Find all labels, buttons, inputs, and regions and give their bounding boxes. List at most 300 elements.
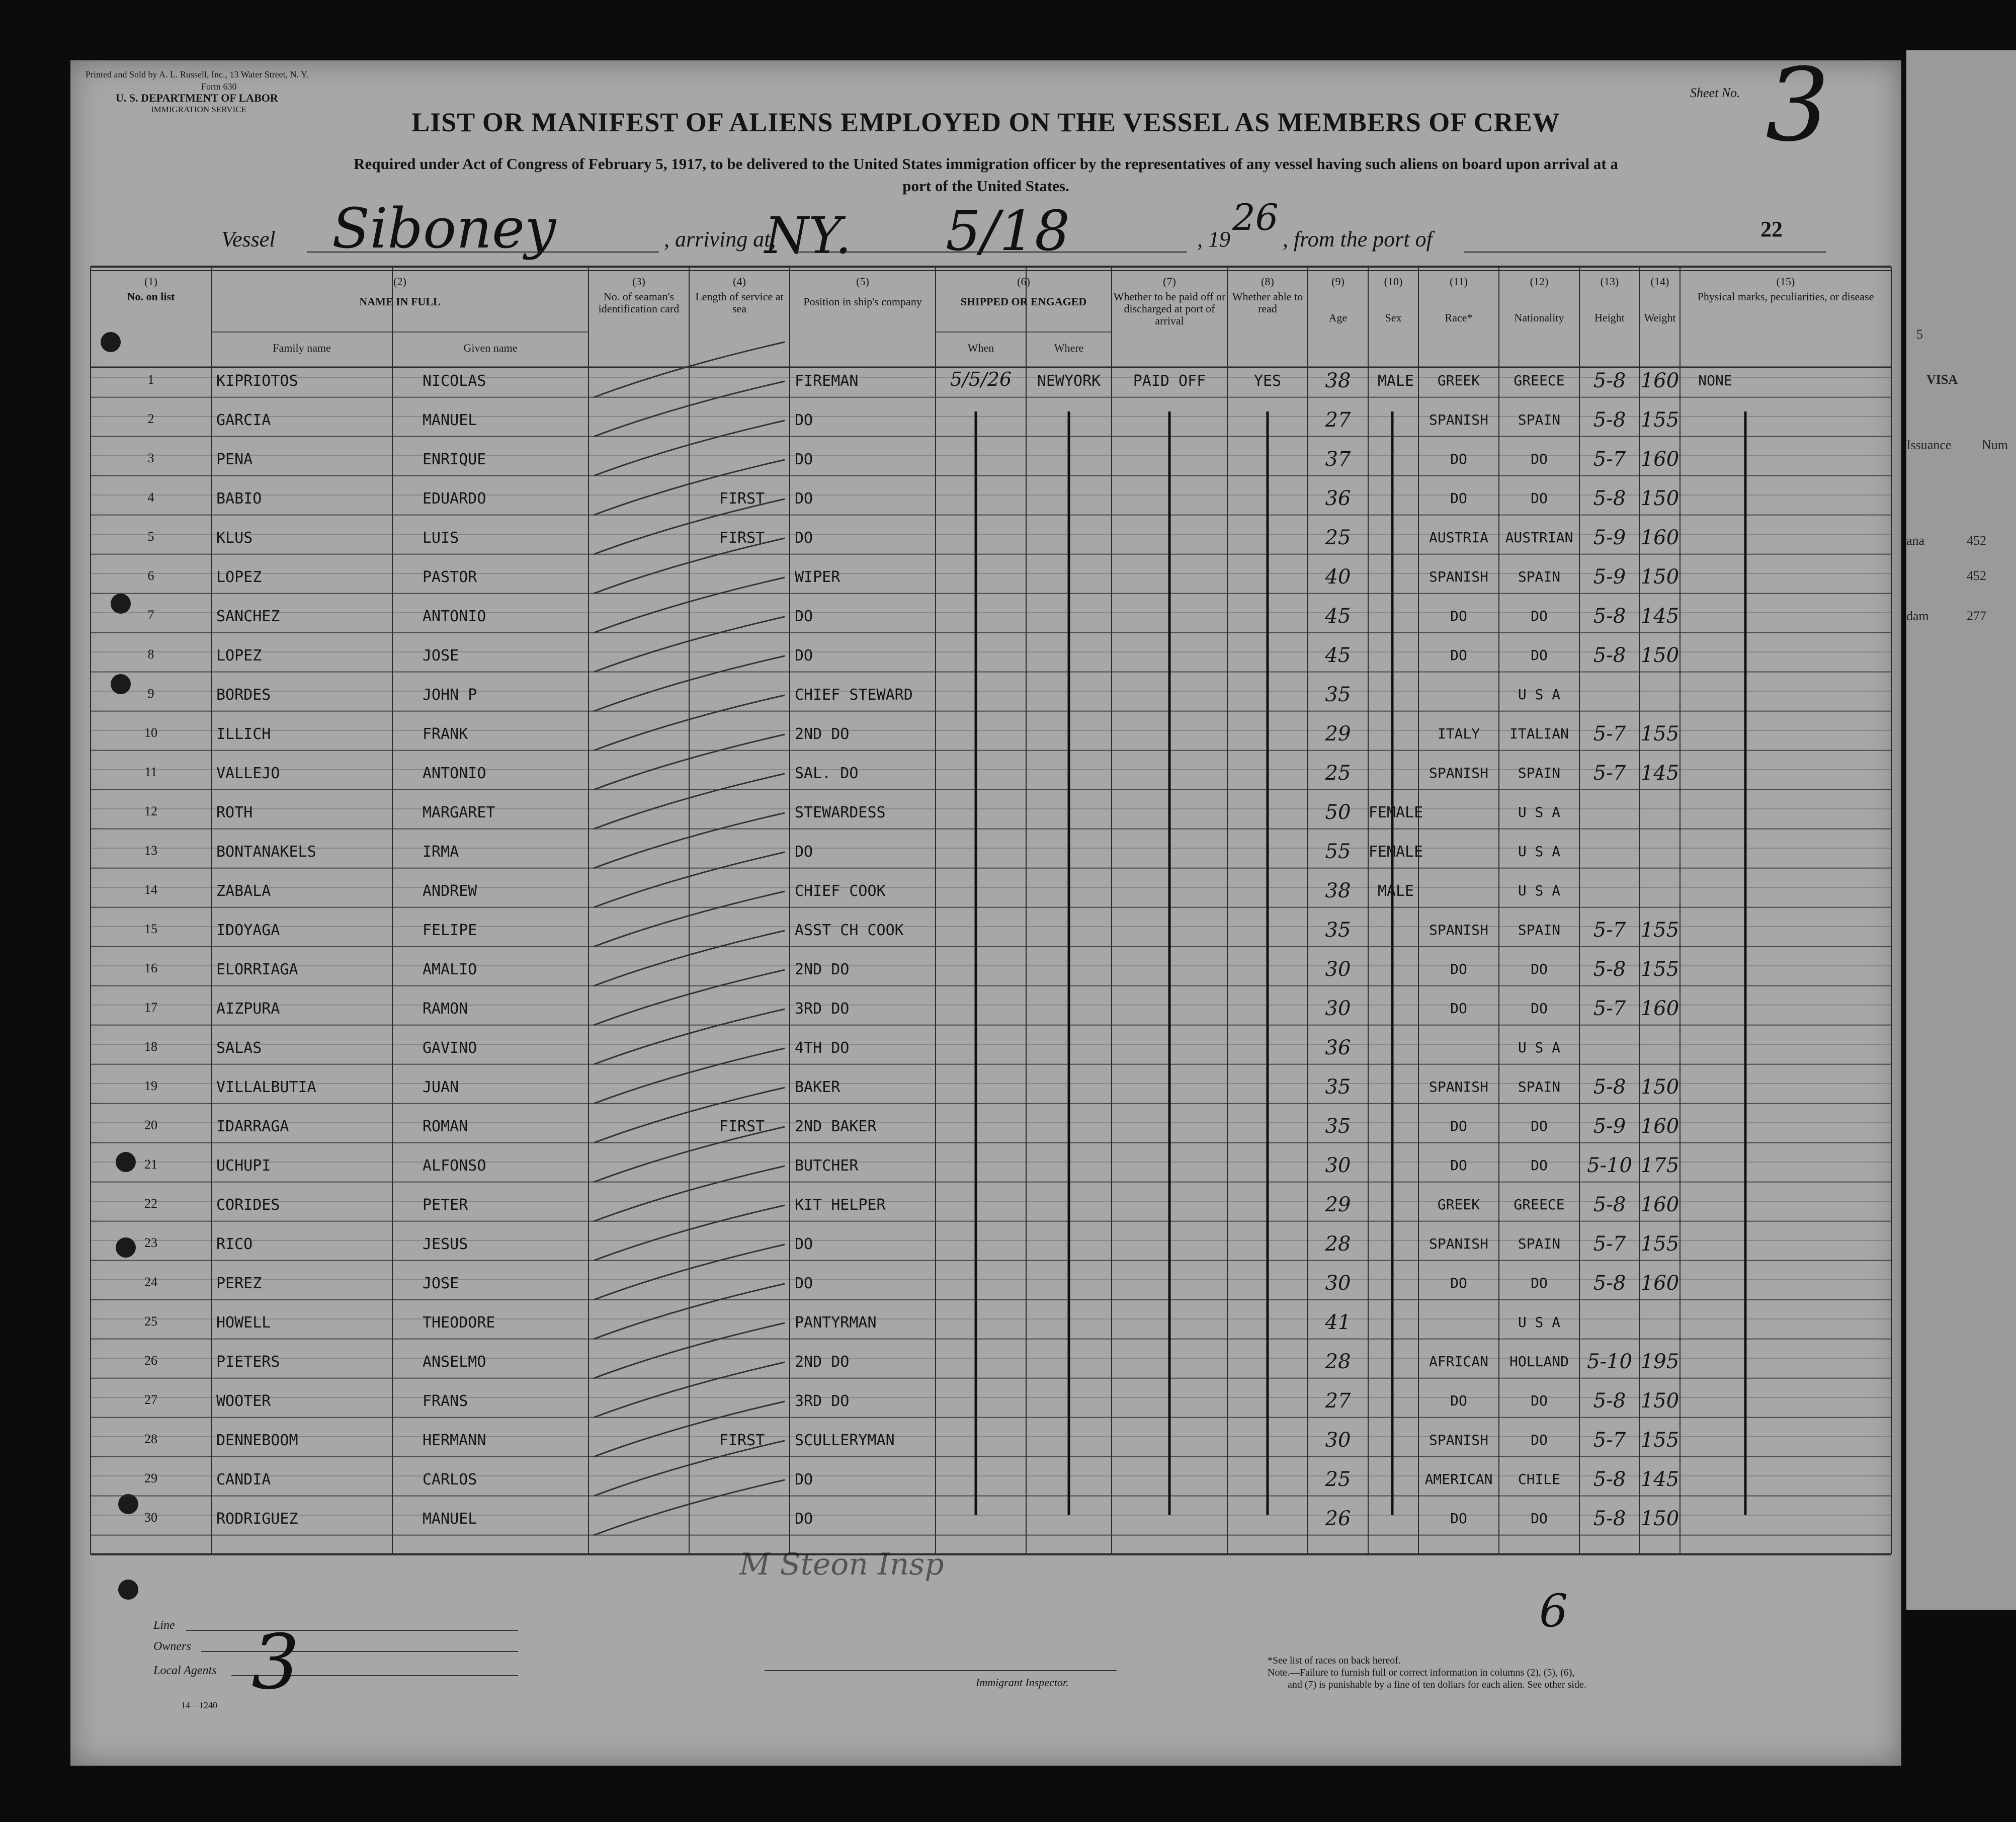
position: DO [795, 490, 813, 508]
strip-val-2: 452 [1967, 568, 1986, 583]
stamp-number: 22 [1760, 217, 1783, 241]
printer-line: Printed and Sold by A. L. Russell, Inc., 13 Water Street, N. Y. [86, 69, 309, 79]
position: BAKER [795, 1079, 841, 1096]
row-number: 26 [144, 1353, 157, 1368]
given-name: THEODORE [423, 1314, 495, 1332]
row-number: 7 [147, 608, 154, 622]
position: FIREMAN [795, 372, 859, 390]
race: SPANISH [1429, 1235, 1488, 1252]
given-name: LUIS [423, 529, 459, 547]
given-name: IRMA [423, 843, 459, 861]
height: 5-9 [1593, 565, 1626, 589]
position: DO [795, 1510, 813, 1528]
position: 4TH DO [795, 1039, 850, 1057]
family-name: HOWELL [216, 1314, 271, 1332]
age: 40 [1325, 565, 1351, 589]
given-name: JESUS [423, 1235, 468, 1253]
race: AMERICAN [1424, 1471, 1493, 1487]
note-line-2: and (7) is punishable by a fine of ten dollars for each alien. See other side. [1288, 1679, 1586, 1690]
nationality: HOLLAND [1509, 1353, 1569, 1370]
race: AFRICAN [1429, 1353, 1488, 1370]
given-name: RAMON [423, 1000, 468, 1018]
vessel-label: Vessel [221, 227, 276, 252]
race: GREEK [1437, 372, 1480, 389]
header-physical: Physical marks, peculiarities, or disease [1697, 290, 1874, 303]
row-number: 25 [144, 1314, 157, 1329]
given-name: PASTOR [423, 568, 477, 586]
height: 5-8 [1593, 369, 1626, 392]
header-seaman-id: No. of seaman's identification card [598, 290, 680, 315]
given-name: ANDREW [423, 882, 477, 900]
family-name: GARCIA [216, 411, 271, 429]
header-given-name: Given name [463, 342, 518, 354]
position: BUTCHER [795, 1157, 859, 1175]
row-number: 16 [144, 961, 157, 975]
given-name: CARLOS [423, 1471, 477, 1488]
row-number: 2 [147, 411, 154, 426]
owners-label: Owners [153, 1640, 191, 1653]
header-nationality: Nationality [1514, 311, 1564, 324]
nationality: DO [1531, 1392, 1548, 1409]
owners-underline [201, 1651, 518, 1652]
position: DO [795, 411, 813, 429]
weight: 155 [1640, 1232, 1679, 1256]
column-number: (9) [1331, 275, 1345, 288]
age: 30 [1325, 1154, 1351, 1177]
family-name: LOPEZ [216, 568, 262, 586]
from-label: , from the port of [1283, 227, 1433, 252]
row-number: 24 [144, 1275, 157, 1289]
row-number: 15 [144, 922, 157, 936]
given-name: MANUEL [423, 411, 477, 429]
weight: 150 [1640, 487, 1679, 510]
nationality: DO [1531, 1275, 1548, 1291]
given-name: ANTONIO [423, 765, 486, 782]
height: 5-8 [1593, 487, 1626, 510]
year-prefix: , 19 [1197, 227, 1230, 252]
header-paid-off: Whether to be paid off or discharged at port of arrival [1113, 290, 1226, 327]
weight: 160 [1640, 1272, 1679, 1295]
strip-num: Num [1982, 438, 2008, 452]
inspector-line [765, 1670, 1117, 1671]
row-number: 17 [144, 1000, 157, 1015]
weight: 145 [1640, 605, 1679, 628]
length-of-service: FIRST [719, 1432, 765, 1449]
height: 5-7 [1593, 722, 1626, 746]
height: 5-8 [1593, 408, 1626, 432]
family-name: ROTH [216, 804, 253, 821]
shipped-where: NEWYORK [1037, 372, 1101, 390]
inspector-label: Immigrant Inspector. [976, 1676, 1069, 1689]
height: 5-9 [1593, 1115, 1626, 1138]
header-race: Race* [1445, 311, 1473, 324]
header-family-name: Family name [273, 342, 331, 354]
position: SCULLERYMAN [795, 1432, 895, 1449]
note-races: *See list of races on back hereof. [1268, 1655, 1401, 1666]
weight: 160 [1640, 369, 1679, 392]
height: 5-7 [1593, 1429, 1626, 1452]
position: 2ND DO [795, 1353, 850, 1371]
service: IMMIGRATION SERVICE [151, 105, 246, 114]
family-name: KLUS [216, 529, 253, 547]
race: DO [1450, 490, 1467, 507]
column-number: (14) [1650, 275, 1669, 288]
family-name: PEREZ [216, 1275, 262, 1292]
page-title: LIST OR MANIFEST OF ALIENS EMPLOYED ON THE VESSEL AS MEMBERS OF CREW [411, 107, 1560, 137]
age: 27 [1325, 408, 1351, 432]
row-number: 14 [144, 882, 157, 897]
weight: 145 [1640, 1468, 1679, 1491]
height: 5-7 [1593, 448, 1626, 471]
age: 45 [1325, 605, 1351, 628]
age: 38 [1325, 879, 1351, 902]
weight: 155 [1640, 919, 1679, 942]
age: 25 [1325, 1468, 1351, 1491]
family-name: ELORRIAGA [216, 961, 298, 978]
position: CHIEF STEWARD [795, 686, 913, 704]
weight: 145 [1640, 762, 1679, 785]
weight: 160 [1640, 997, 1679, 1020]
sex: MALE [1377, 882, 1414, 900]
position: 2ND DO [795, 725, 850, 743]
weight: 150 [1640, 565, 1679, 589]
family-name: IDARRAGA [216, 1118, 289, 1135]
arrival-date: 5/18 [946, 199, 1070, 263]
sex: MALE [1377, 372, 1414, 390]
given-name: ANTONIO [423, 608, 486, 625]
physical-marks: NONE [1698, 372, 1732, 389]
age: 25 [1325, 526, 1351, 549]
row-number: 4 [147, 490, 154, 505]
subtitle-line-2: port of the United States. [902, 177, 1069, 195]
race: AUSTRIA [1429, 529, 1488, 546]
height: 5-7 [1593, 762, 1626, 785]
family-name: AIZPURA [216, 1000, 280, 1018]
age: 35 [1325, 1075, 1351, 1099]
header-age: Age [1328, 311, 1348, 324]
position: STEWARDESS [795, 804, 886, 821]
length-of-service: FIRST [719, 1118, 765, 1135]
row-number: 8 [147, 647, 154, 661]
age: 35 [1325, 683, 1351, 706]
race: ITALY [1437, 725, 1480, 742]
age: 35 [1325, 919, 1351, 942]
race: DO [1450, 1000, 1467, 1017]
family-name: DENNEBOOM [216, 1432, 298, 1449]
weight: 155 [1640, 722, 1679, 746]
row-number: 29 [144, 1471, 157, 1485]
race: DO [1450, 1118, 1467, 1134]
inspector-signature: M Steon Insp [739, 1547, 944, 1582]
age: 30 [1325, 958, 1351, 981]
position: 2ND DO [795, 961, 850, 978]
given-name: PETER [423, 1196, 468, 1214]
given-name: NICOLAS [423, 372, 486, 390]
family-name: BABIO [216, 490, 262, 508]
able-to-read: YES [1253, 372, 1282, 390]
agents-number: 3 [251, 1619, 300, 1706]
height: 5-8 [1593, 605, 1626, 628]
family-name: CORIDES [216, 1196, 280, 1214]
weight: 150 [1640, 1507, 1679, 1530]
age: 38 [1325, 369, 1351, 392]
strip-visa: VISA [1926, 372, 1958, 387]
given-name: JOHN P [423, 686, 477, 704]
nationality: DO [1531, 647, 1548, 664]
position: CHIEF COOK [795, 882, 886, 900]
age: 29 [1325, 1193, 1351, 1216]
nationality: DO [1531, 1510, 1548, 1527]
row-number: 28 [144, 1432, 157, 1446]
row-number: 11 [144, 765, 157, 779]
header-height: Height [1594, 311, 1625, 324]
given-name: JOSE [423, 1275, 459, 1292]
row-number: 13 [144, 843, 157, 858]
age: 25 [1325, 762, 1351, 785]
family-name: SALAS [216, 1039, 262, 1057]
age: 28 [1325, 1232, 1351, 1256]
race: DO [1450, 647, 1467, 664]
given-name: MANUEL [423, 1510, 477, 1528]
position: DO [795, 608, 813, 625]
race: GREEK [1437, 1196, 1480, 1213]
height: 5-10 [1587, 1154, 1632, 1177]
nationality: DO [1531, 608, 1548, 624]
header-when: When [967, 342, 994, 354]
age: 27 [1325, 1389, 1351, 1413]
row-number: 20 [144, 1118, 157, 1132]
row-number: 30 [144, 1510, 157, 1525]
sex: FEMALE [1368, 843, 1423, 861]
height: 5-10 [1587, 1350, 1632, 1373]
family-name: PENA [216, 451, 253, 468]
column-number: (1) [144, 275, 157, 288]
row-number: 22 [144, 1196, 157, 1211]
form-number: Form 630 [201, 81, 237, 92]
height: 5-9 [1593, 526, 1626, 549]
weight: 160 [1640, 526, 1679, 549]
form-code: 14—1240 [181, 1700, 217, 1710]
row-number: 5 [147, 529, 154, 544]
arriving-port: NY. [765, 206, 852, 265]
family-name: ILLICH [216, 725, 271, 743]
age: 26 [1325, 1507, 1351, 1530]
nationality: SPAIN [1518, 922, 1561, 938]
row-number: 18 [144, 1039, 157, 1054]
given-name: FRANK [423, 725, 468, 743]
height: 5-8 [1593, 1468, 1626, 1491]
height: 5-8 [1593, 1272, 1626, 1295]
height: 5-8 [1593, 1507, 1626, 1530]
age: 29 [1325, 722, 1351, 746]
position: DO [795, 843, 813, 861]
weight: 150 [1640, 1389, 1679, 1413]
race: DO [1450, 451, 1467, 467]
age: 30 [1325, 997, 1351, 1020]
weight: 155 [1640, 958, 1679, 981]
nationality: GREECE [1514, 1196, 1565, 1213]
nationality: SPAIN [1518, 765, 1561, 781]
family-name: BONTANAKELS [216, 843, 316, 861]
given-name: MARGARET [423, 804, 495, 821]
header-no-on-list: No. on list [127, 290, 175, 303]
nationality: SPAIN [1518, 411, 1561, 428]
nationality: SPAIN [1518, 568, 1561, 585]
race: SPANISH [1429, 1079, 1488, 1095]
given-name: FRANS [423, 1392, 468, 1410]
row-number: 12 [144, 804, 157, 818]
column-number: (2) [393, 275, 406, 288]
race: SPANISH [1429, 568, 1488, 585]
nationality: U S A [1518, 843, 1561, 860]
nationality: U S A [1518, 804, 1561, 820]
race: DO [1450, 1510, 1467, 1527]
adjacent-page-strip [1906, 50, 2016, 1610]
note-line-1: Note.—Failure to furnish full or correct information in columns (2), (5), (6), [1268, 1667, 1575, 1678]
position: KIT HELPER [795, 1196, 886, 1214]
position: DO [795, 529, 813, 547]
family-name: VILLALBUTIA [216, 1079, 316, 1096]
race: SPANISH [1429, 765, 1488, 781]
column-number: (7) [1163, 275, 1176, 288]
given-name: FELIPE [423, 922, 477, 939]
family-name: RODRIGUEZ [216, 1510, 298, 1528]
header-length-service: Length of service at sea [695, 290, 784, 315]
position: DO [795, 1235, 813, 1253]
nationality: U S A [1518, 882, 1561, 899]
age: 55 [1325, 840, 1351, 863]
sheet-number: 3 [1766, 47, 1830, 164]
given-name: ENRIQUE [423, 451, 486, 468]
strip-dam: dam [1906, 609, 1929, 623]
nationality: U S A [1518, 1039, 1561, 1056]
height: 5-8 [1593, 1389, 1626, 1413]
age: 28 [1325, 1350, 1351, 1373]
given-name: ROMAN [423, 1118, 468, 1135]
race: DO [1450, 1275, 1467, 1291]
row-number: 27 [144, 1392, 157, 1407]
family-name: KIPRIOTOS [216, 372, 298, 390]
nationality: DO [1531, 451, 1548, 467]
weight: 160 [1640, 1193, 1679, 1216]
nationality: DO [1531, 1000, 1548, 1017]
row-number: 23 [144, 1235, 157, 1250]
family-name: WOOTER [216, 1392, 271, 1410]
paid-off: PAID OFF [1133, 372, 1206, 390]
weight: 150 [1640, 1075, 1679, 1099]
family-name: LOPEZ [216, 647, 262, 665]
age: 35 [1325, 1115, 1351, 1138]
header-shipped: SHIPPED OR ENGAGED [960, 295, 1087, 308]
family-name: PIETERS [216, 1353, 280, 1371]
subtitle-line-1: Required under Act of Congress of February 5, 1917, to be delivered to the United States immigration officer by the representatives of any vessel having such aliens on board upon arrival at a [354, 155, 1618, 173]
given-name: EDUARDO [423, 490, 486, 508]
row-number: 1 [147, 372, 154, 387]
column-number: (3) [632, 275, 645, 288]
nationality: DO [1531, 490, 1548, 507]
agents-label: Local Agents [153, 1664, 217, 1677]
race: SPANISH [1429, 1432, 1488, 1448]
nationality: DO [1531, 961, 1548, 977]
family-name: BORDES [216, 686, 271, 704]
age: 50 [1325, 801, 1351, 824]
header-position: Position in ship's company [803, 295, 922, 308]
race: DO [1450, 1392, 1467, 1409]
height: 5-7 [1593, 1232, 1626, 1256]
strip-five: 5 [1916, 327, 1923, 342]
header-name-in-full: NAME IN FULL [359, 295, 441, 308]
race: SPANISH [1429, 411, 1488, 428]
handwritten-six: 6 [1539, 1585, 1568, 1637]
age: 30 [1325, 1272, 1351, 1295]
column-number: (8) [1261, 275, 1274, 288]
position: DO [795, 647, 813, 665]
position: ASST CH COOK [795, 922, 904, 939]
manifest-sheet [70, 47, 1901, 1766]
column-number: (10) [1384, 275, 1403, 288]
position: PANTYRMAN [795, 1314, 877, 1332]
position: DO [795, 1275, 813, 1292]
row-number: 10 [144, 725, 157, 740]
given-name: ANSELMO [423, 1353, 486, 1371]
strip-issuance: Issuance [1906, 438, 1952, 452]
given-name: GAVINO [423, 1039, 477, 1057]
column-number: (15) [1776, 275, 1795, 288]
header-weight: Weight [1644, 311, 1676, 324]
row-number: 21 [144, 1157, 157, 1172]
length-of-service: FIRST [719, 490, 765, 508]
position: 3RD DO [795, 1392, 850, 1410]
nationality: U S A [1518, 1314, 1561, 1331]
height: 5-7 [1593, 919, 1626, 942]
column-number: (13) [1600, 275, 1619, 288]
header-sex: Sex [1385, 311, 1402, 324]
row-number: 9 [147, 686, 154, 701]
sex: FEMALE [1368, 804, 1423, 821]
nationality: GREECE [1514, 372, 1565, 389]
strip-ana: ana [1906, 533, 1925, 548]
family-name: ZABALA [216, 882, 271, 900]
family-name: RICO [216, 1235, 253, 1253]
nationality: DO [1531, 1157, 1548, 1174]
given-name: ALFONSO [423, 1157, 486, 1175]
strip-val-1: 452 [1967, 533, 1986, 548]
family-name: SANCHEZ [216, 608, 280, 625]
family-name: UCHUPI [216, 1157, 271, 1175]
row-number: 3 [147, 451, 154, 465]
family-name: IDOYAGA [216, 922, 280, 939]
age: 36 [1325, 1036, 1351, 1059]
height: 5-7 [1593, 997, 1626, 1020]
weight: 195 [1640, 1350, 1679, 1373]
race: SPANISH [1429, 922, 1488, 938]
height: 5-8 [1593, 1075, 1626, 1099]
header-able-read: Whether able to read [1232, 290, 1303, 315]
nationality: SPAIN [1518, 1079, 1561, 1095]
row-number: 6 [147, 568, 154, 583]
position: DO [795, 1471, 813, 1488]
nationality: AUSTRIAN [1505, 529, 1573, 546]
column-number: (5) [856, 275, 869, 288]
line-label: Line [153, 1619, 175, 1632]
position: WIPER [795, 568, 841, 586]
height: 5-8 [1593, 644, 1626, 667]
position: 3RD DO [795, 1000, 850, 1018]
race: DO [1450, 961, 1467, 977]
nationality: CHILE [1518, 1471, 1561, 1487]
vessel-name: Siboney [332, 196, 556, 261]
nationality: DO [1531, 1118, 1548, 1134]
